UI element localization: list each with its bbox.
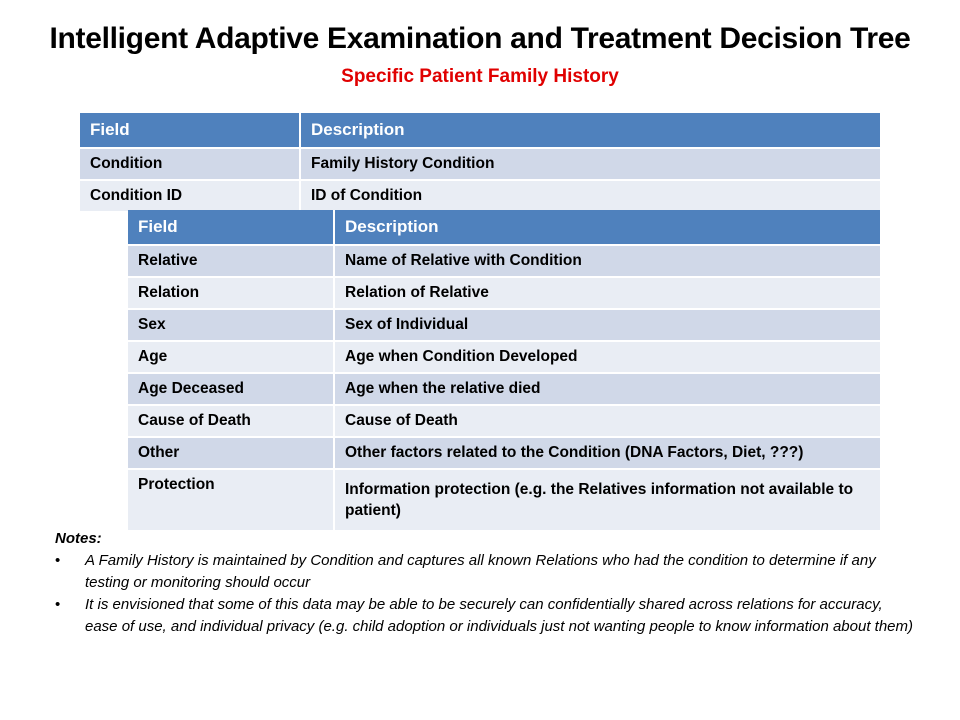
field-cell: Age <box>128 341 334 373</box>
description-cell: Information protection (e.g. the Relatives information not available to patient) <box>334 469 880 530</box>
field-cell: Condition ID <box>80 180 300 211</box>
description-cell: Other factors related to the Condition (DNA Factors, Diet, ???) <box>334 437 880 469</box>
field-cell: Sex <box>128 309 334 341</box>
field-cell: Relation <box>128 277 334 309</box>
note-text: It is envisioned that some of this data may be able to be securely can confidentially shared across relations for accuracy, ease of use, and individual privacy (e.g. child adoption or individuals just not wanting people to know information about them) <box>85 596 913 635</box>
note-text: A Family History is maintained by Condition and captures all known Relations who had the condition to determine if any testing or monitoring should occur <box>85 552 876 591</box>
table-header-row <box>128 210 880 245</box>
field-cell: Cause of Death <box>128 405 334 437</box>
description-cell: Age when the relative died <box>334 373 880 405</box>
column-header-description: Description <box>334 210 880 245</box>
table-row <box>128 405 880 437</box>
table-row <box>128 309 880 341</box>
notes-title: Notes: <box>55 530 102 547</box>
table-header-row <box>80 113 880 148</box>
table-row <box>128 341 880 373</box>
field-cell: Condition <box>80 148 300 180</box>
table-row <box>80 148 880 180</box>
field-cell: Protection <box>128 469 334 530</box>
field-cell: Age Deceased <box>128 373 334 405</box>
page-title: Intelligent Adaptive Examination and Treatment Decision Tree <box>49 22 911 55</box>
description-cell: Family History Condition <box>300 148 880 180</box>
page-subtitle: Specific Patient Family History <box>341 66 619 87</box>
field-cell: Other <box>128 437 334 469</box>
column-header-field: Field <box>128 210 334 245</box>
list-item <box>55 594 915 638</box>
description-cell: ID of Condition <box>300 180 880 211</box>
notes-list <box>55 550 915 638</box>
description-cell: Relation of Relative <box>334 277 880 309</box>
bullet-icon: • <box>55 596 61 613</box>
description-cell: Name of Relative with Condition <box>334 245 880 277</box>
table-row <box>128 245 880 277</box>
table-row <box>128 277 880 309</box>
description-cell: Age when Condition Developed <box>334 341 880 373</box>
column-header-field: Field <box>80 113 300 148</box>
column-header-description: Description <box>300 113 880 148</box>
table-row <box>80 180 880 211</box>
relative-table <box>128 210 880 530</box>
list-item <box>55 550 915 594</box>
description-cell: Sex of Individual <box>334 309 880 341</box>
condition-table <box>80 113 880 211</box>
table-row <box>128 469 880 530</box>
table-row <box>128 437 880 469</box>
field-cell: Relative <box>128 245 334 277</box>
notes-section <box>55 528 915 638</box>
bullet-icon: • <box>55 552 61 569</box>
table-row <box>128 373 880 405</box>
description-cell: Cause of Death <box>334 405 880 437</box>
